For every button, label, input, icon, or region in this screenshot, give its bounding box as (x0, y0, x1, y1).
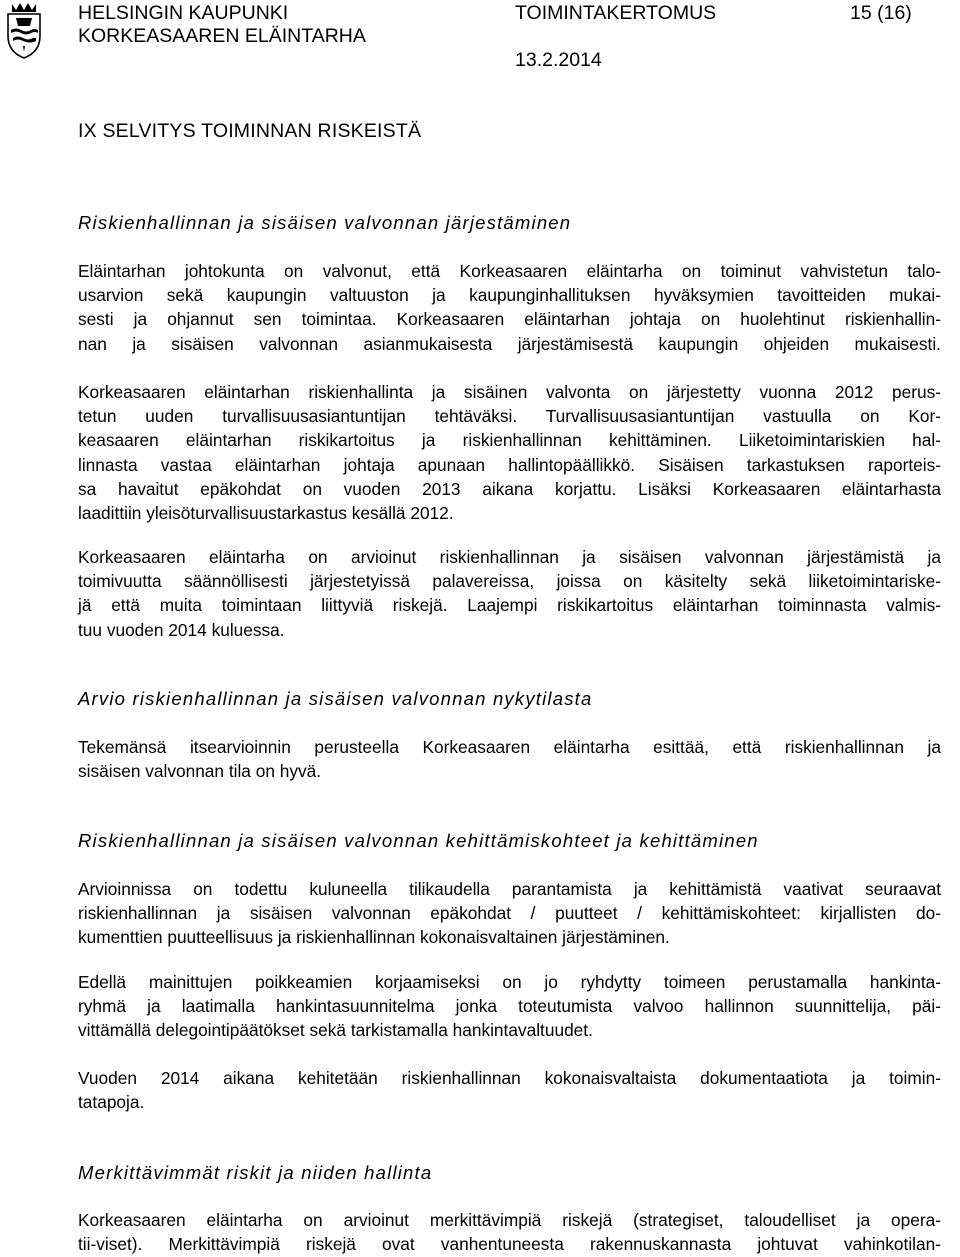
text-line: Eläintarhan johtokunta on valvonut, että Korkeasaaren eläintarha on toiminut vahvistetun talo- (78, 261, 941, 281)
text-line: tii-viset). Merkittävimpiä riskejä ovat vanhentuneesta rakennuskannasta johtuvat vahinkotilan- (78, 1234, 941, 1255)
subheading-development-areas: Riskienhallinnan ja sisäisen valvonnan kehittämiskohteet ja kehittäminen (78, 830, 759, 851)
subheading-current-state-assessment: Arvio riskienhallinnan ja sisäisen valvonnan nykytilasta (78, 688, 593, 709)
text-line: toimivuutta säännöllisesti järjestetyissä palavereissa, joissa on käsitelty sekä liiketoimintariske- (78, 571, 941, 592)
paragraph (78, 970, 941, 1043)
subheading-major-risks: Merkittävimmät riskit ja niiden hallinta (78, 1162, 433, 1183)
text-line: Arvioinnissa on todettu kuluneella tilikaudella parantamista ja kehittämistä vaativat seuraavat (78, 879, 941, 899)
text-line: kumenttien puutteellisuus ja riskienhallinnan kokonaisvaltainen järjestäminen. (78, 927, 670, 948)
page-number: 15 (16) (850, 2, 912, 24)
text-line: Korkeasaaren eläintarha on arvioinut riskienhallinnan ja sisäisen valvonnan järjestämistä ja (78, 547, 941, 567)
document-type: TOIMINTAKERTOMUS (515, 2, 717, 24)
paragraph (78, 1066, 941, 1114)
text-line: Vuoden 2014 aikana kehitetään riskienhallinnan kokonaisvaltaista dokumentaatiota ja toimin- (78, 1068, 941, 1088)
paragraph (78, 545, 941, 642)
paragraph (78, 259, 941, 356)
paragraph (78, 877, 941, 950)
text-line: tuu vuoden 2014 kuluessa. (78, 619, 285, 640)
text-line: Tekemänsä itsearvioinnin perusteella Korkeasaaren eläintarha esittää, että riskienhallinnan ja (78, 737, 941, 757)
text-line: riskienhallinnan ja sisäisen valvonnan epäkohdat / puutteet / kehittämiskohteet: kirjallisten do- (78, 903, 941, 924)
department-name: KORKEASAAREN ELÄINTARHA (78, 25, 366, 47)
paragraph (78, 1208, 941, 1256)
text-line: sa havaitut epäkohdat on vuoden 2013 aikana korjattu. Lisäksi Korkeasaaren eläintarhasta (78, 478, 941, 499)
text-line: Korkeasaaren eläintarha on arvioinut merkittävimpiä riskejä (strategiset, taloudelliset ja opera- (78, 1210, 941, 1230)
text-line: ryhmä ja laatimalla hankintasuunnitelma jonka toteutumista valvoo hallinnon suunnittelija, päi- (78, 996, 941, 1017)
paragraph (78, 380, 941, 525)
text-line: Korkeasaaren eläintarhan riskienhallinta ja sisäinen valvonta on järjestetty vuonna 2012 perus- (78, 382, 941, 402)
section-title: IX SELVITYS TOIMINNAN RISKEISTÄ (78, 120, 422, 142)
helsinki-coat-of-arms-logo (2, 0, 46, 60)
text-line: vittämällä delegointipäätökset sekä tarkistamalla hankintavaltuudet. (78, 1020, 593, 1041)
text-line: usarvion sekä kaupungin valtuuston ja kaupunginhallituksen hyväksymien tavoitteiden mukai- (78, 285, 941, 306)
text-line: sesti ja ohjannut sen toimintaa. Korkeasaaren eläintarhan johtaja on huolehtinut riskienhallin- (78, 309, 941, 330)
paragraph (78, 735, 941, 783)
text-line: Edellä mainittujen poikkeamien korjaamiseksi on jo ryhdytty toimeen perustamalla hankinta- (78, 972, 941, 992)
text-line: tatapoja. (78, 1092, 145, 1113)
organization-name: HELSINGIN KAUPUNKI (78, 2, 289, 24)
text-line: jä että muita toimintaan liittyviä riskejä. Laajempi riskikartoitus eläintarhan toiminnasta valmis- (78, 595, 941, 616)
text-line: laadittiin yleisöturvallisuustarkastus kesällä 2012. (78, 503, 454, 524)
document-date: 13.2.2014 (515, 49, 602, 71)
text-line: linnasta vastaa eläintarhan johtaja apunaan hallintopäällikkö. Sisäisen tarkastuksen raporteis- (78, 454, 941, 475)
text-line: tetun uuden turvallisuusasiantuntijan tehtäväksi. Turvallisuusasiantuntijan vastuulla on Kor- (78, 406, 941, 427)
subheading-risk-management-organization: Riskienhallinnan ja sisäisen valvonnan järjestäminen (78, 212, 572, 233)
text-line: sisäisen valvonnan tila on hyvä. (78, 761, 322, 782)
text-line: keasaaren eläintarhan riskikartoitus ja riskienhallinnan kehittäminen. Liiketoimintariskien hal- (78, 430, 941, 451)
text-line: nan ja sisäisen valvonnan asianmukaisesta järjestämisestä kaupungin ohjeiden mukaisesti. (78, 333, 941, 354)
